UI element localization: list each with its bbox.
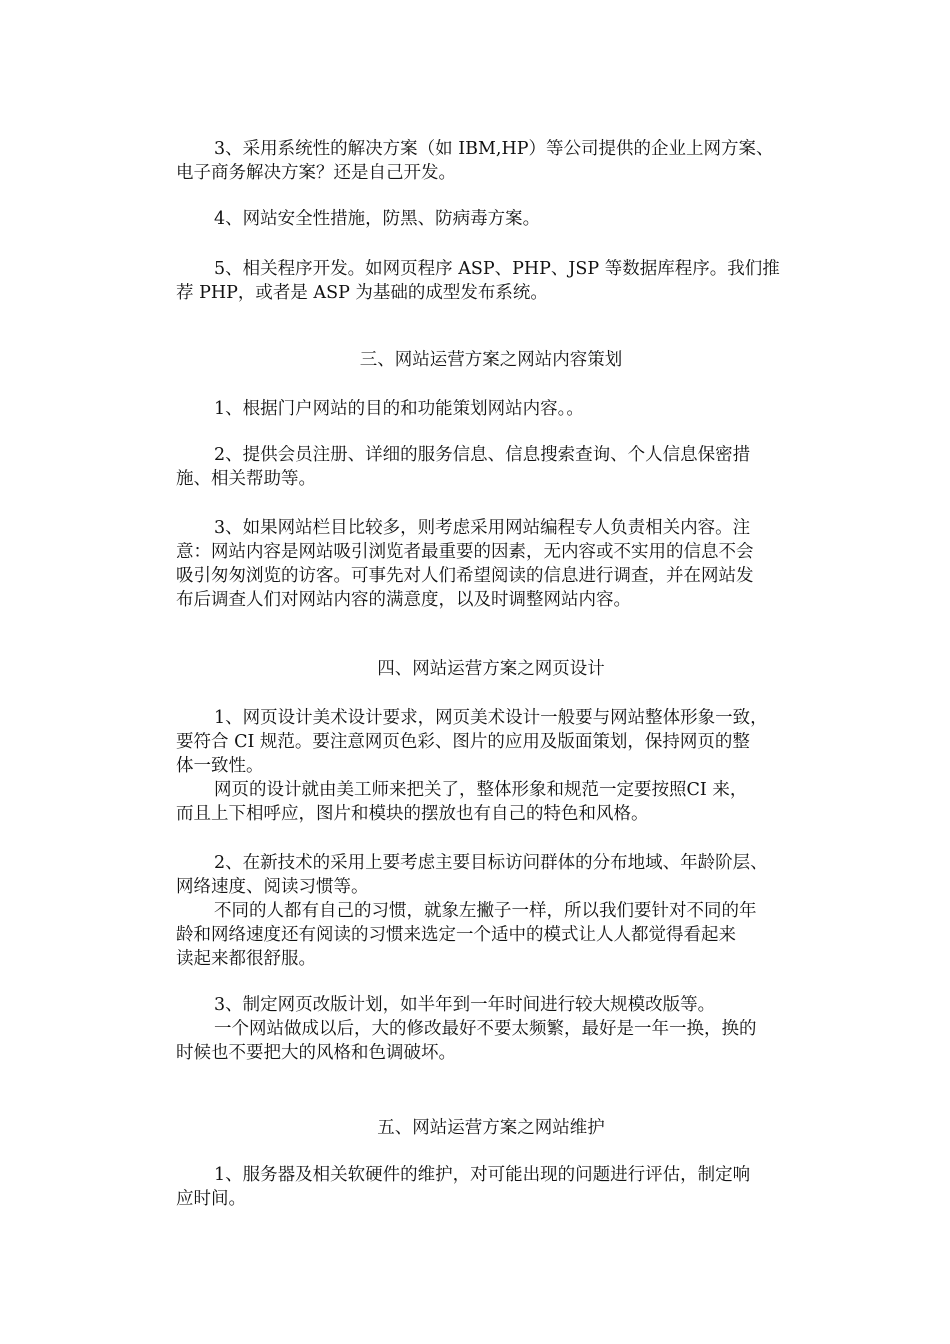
text-line: 要符合 CI 规范。要注意网页色彩、图片的应用及版面策划，保持网页的整 (176, 732, 750, 752)
text-line: 1、网页设计美术设计要求，网页美术设计一般要与网站整体形象一致， (214, 708, 768, 728)
text-line: 网络速度、阅读习惯等。 (176, 877, 369, 897)
text-line: 时候也不要把大的风格和色调破坏。 (176, 1043, 456, 1063)
text-line: 网页的设计就由美工师来把关了，整体形象和规范一定要按照CI 来， (214, 780, 748, 800)
text-line: 施、相关帮助等。 (176, 469, 316, 489)
section-heading-page-design: 四、网站运营方案之网页设计 (377, 659, 605, 679)
section-heading-maintenance: 五、网站运营方案之网站维护 (377, 1118, 605, 1138)
text-line: 意：网站内容是网站吸引浏览者最重要的因素，无内容或不实用的信息不会 (176, 542, 754, 562)
paragraph-art-design (176, 706, 806, 826)
text-line: 3、如果网站栏目比较多，则考虑采用网站编程专人负责相关内容。注 (214, 518, 751, 538)
text-line: 读起来都很舒服。 (176, 949, 316, 969)
paragraph-content-owner (176, 516, 806, 612)
text-line: 3、采用系统性的解决方案（如 IBM,HP）等公司提供的企业上网方案、 (214, 139, 774, 159)
paragraph-content-goal (176, 397, 806, 421)
text-line: 布后调查人们对网站内容的满意度，以及时调整网站内容。 (176, 590, 631, 610)
text-line: 5、相关程序开发。如网页程序 ASP、PHP、JSP 等数据库程序。我们推 (214, 259, 780, 279)
text-line: 应时间。 (176, 1189, 246, 1209)
text-line: 荐 PHP，或者是 ASP 为基础的成型发布系统。 (176, 283, 548, 303)
text-line: 1、根据门户网站的目的和功能策划网站内容。。 (214, 399, 584, 419)
text-line: 2、在新技术的采用上要考虑主要目标访问群体的分布地域、年龄阶层、 (214, 853, 768, 873)
paragraph-program-dev (176, 257, 806, 305)
paragraph-server-maintenance (176, 1163, 806, 1211)
paragraph-redesign-plan (176, 993, 806, 1065)
text-line: 不同的人都有自己的习惯，就象左撇子一样，所以我们要针对不同的年 (214, 901, 757, 921)
text-line: 4、网站安全性措施，防黑、防病毒方案。 (214, 209, 541, 229)
text-line: 2、提供会员注册、详细的服务信息、信息搜索查询、个人信息保密措 (214, 445, 751, 465)
text-line: 3、制定网页改版计划，如半年到一年时间进行较大规模改版等。 (214, 995, 716, 1015)
section-heading-content-planning: 三、网站运营方案之网站内容策划 (359, 350, 623, 370)
text-line: 1、服务器及相关软硬件的维护，对可能出现的问题进行评估，制定响 (214, 1165, 751, 1185)
paragraph-security (176, 207, 806, 231)
paragraph-member-services (176, 443, 806, 491)
text-line: 电子商务解决方案？还是自己开发。 (176, 163, 456, 183)
text-line: 体一致性。 (176, 756, 264, 776)
text-line: 龄和网络速度还有阅读的习惯来选定一个适中的模式让人人都觉得看起来 (176, 925, 736, 945)
paragraph-solution (176, 137, 806, 185)
text-line: 一个网站做成以后，大的修改最好不要太频繁，最好是一年一换，换的 (214, 1019, 757, 1039)
text-line: 而且上下相呼应，图片和模块的摆放也有自己的特色和风格。 (176, 804, 649, 824)
paragraph-new-tech (176, 851, 806, 971)
text-line: 吸引匆匆浏览的访客。可事先对人们希望阅读的信息进行调查，并在网站发 (176, 566, 754, 586)
